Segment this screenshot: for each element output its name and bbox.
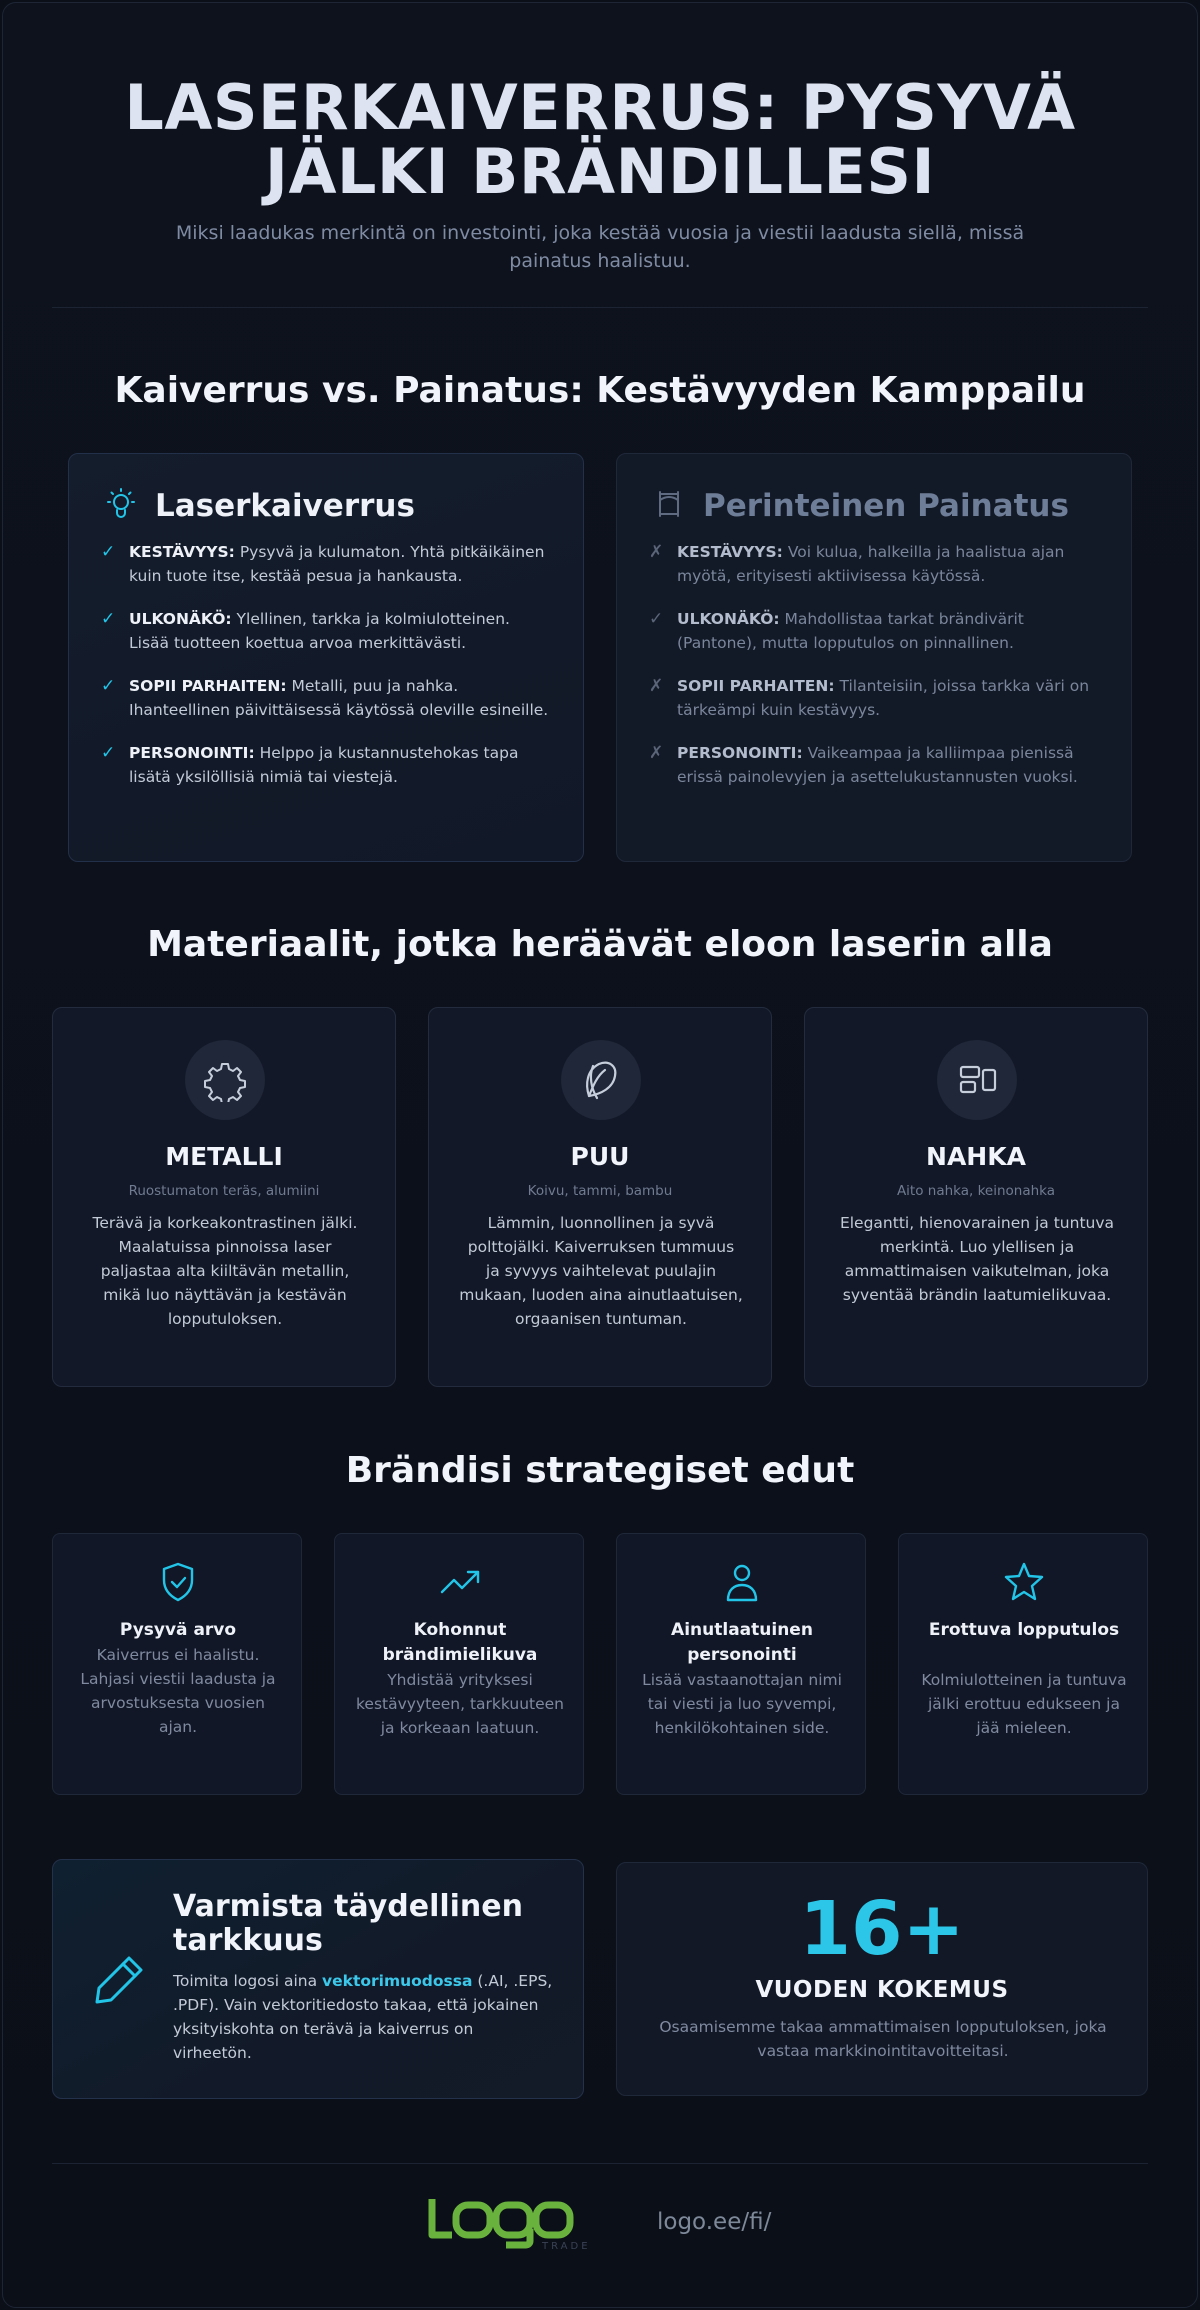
material-name: METALLI [165,1142,283,1171]
vector-tip-card [52,1859,584,2099]
svg-text:TRADE: TRADE [542,2241,591,2251]
check-icon: ✓ [101,743,116,763]
print-card-title: Perinteinen Painatus [703,488,1069,524]
material-description: Terävä ja korkeakontrastinen jälki. Maalatuissa pinnoissa laser paljastaa alta kiiltävän metallin, mikä luo näyttävän ja kestävän lopputuloksen. [92,1214,358,1328]
experience-description: Osaamisemme takaa ammattimaisen lopputuloksen, joka vastaa markkinointitavoitteitasi. [659,2018,1107,2060]
benefit-title: Ainutlaatuinen personointi [671,1620,813,1665]
list-item: ✓ ULKONÄKÖ: Mahdollistaa tarkat brändivärit (Pantone), mutta lopputulos on pinnallinen. [649,607,1099,655]
divider [52,307,1148,308]
gear-icon [185,1040,265,1120]
print-list [649,540,1099,808]
tip-title: Varmista täydellinen tarkkuus [173,1889,523,1958]
laser-card [68,453,584,862]
benefit-title: Erottuva lopputulos [928,1620,1120,1640]
material-card-leather [804,1007,1148,1387]
tip-text: Toimita logosi aina vektorimuodossa (.AI, .EPS, .PDF). Vain vektoritiedosto takaa, että jokainen yksityiskohta on terävä ja kaiverrus on virheetön. [173,1972,553,2062]
page-title: LASERKAIVERRUS: PYSYVÄ JÄLKI BRÄNDILLESI [124,71,1076,208]
material-subtitle: Koivu, tammi, bambu [527,1183,673,1199]
vector-format-highlight: vektorimuodossa [322,1972,473,1990]
list-item: ✗ SOPII PARHAITEN: Tilanteisiin, joissa tarkka väri on tärkeämpi kuin kestävyys. [649,674,1099,722]
leaf-icon [561,1040,641,1120]
benefit-description: Lisää vastaanottajan nimi tai viesti ja luo syvempi, henkilökohtainen side. [642,1671,842,1737]
benefit-card [898,1533,1148,1795]
footer-url[interactable]: logo.ee/fi/ [657,2209,772,2235]
check-icon: ✓ [101,609,116,629]
comparison-title: Kaiverrus vs. Painatus: Kestävyyden Kamppailu [114,370,1086,411]
experience-number: 16+ [799,1886,965,1972]
cross-icon: ✗ [649,743,664,763]
check-icon: ✓ [101,676,116,696]
trending-up-icon [438,1560,482,1604]
material-card-wood [428,1007,772,1387]
materials-title: Materiaalit, jotka heräävät eloon laserin alla [147,924,1053,965]
star-icon [1002,1560,1046,1604]
laser-list [101,540,551,808]
footer [0,2195,1200,2251]
benefits-title: Brändisi strategiset edut [345,1450,855,1491]
material-card-metal [52,1007,396,1387]
list-item: ✗ KESTÄVYYS: Voi kulua, halkeilla ja haalistua ajan myötä, erityisesti aktiivisessa käytössä. [649,540,1099,588]
pencil-icon [91,1952,147,2008]
check-icon: ✓ [101,542,116,562]
list-item: ✓ PERSONOINTI: Helppo ja kustannustehokas tapa lisätä yksilöllisiä nimiä tai viestejä. [101,741,551,789]
logo-trade-logo[interactable] [426,2195,636,2251]
laser-card-title: Laserkaiverrus [155,488,415,524]
benefit-title: Kohonnut brändimielikuva [382,1620,538,1665]
benefit-card [334,1533,584,1795]
benefit-card [616,1533,866,1795]
lightbulb-icon [103,486,139,526]
print-card [616,453,1132,862]
shield-check-icon [156,1560,200,1604]
material-description: Elegantti, hienovarainen ja tuntuva merkintä. Luo ylellisen ja ammattimaisen vaikutelman, joka syventää brändin laatumielikuvaa. [839,1214,1115,1304]
print-roller-icon [651,486,687,526]
page-subtitle: Miksi laadukas merkintä on investointi, joka kestää vuosia ja viestii laadusta siellä, missä painatus haalistuu. [175,222,1025,272]
experience-card [616,1862,1148,2096]
benefit-card [52,1533,302,1795]
experience-label: VUODEN KOKEMUS [755,1977,1009,2003]
check-icon: ✓ [649,609,664,629]
material-description: Lämmin, luonnollinen ja syvä polttojälki. Kaiverruksen tummuus ja syvyys vaihtelevat puulajin mukaan, luoden aina ainutlaatuisen, orgaanisen tuntuman. [459,1214,743,1328]
material-subtitle: Aito nahka, keinonahka [896,1183,1056,1199]
material-name: PUU [570,1142,630,1171]
benefit-description: Yhdistää yrityksesi kestävyyteen, tarkkuuteen ja korkeaan laatuun. [355,1671,564,1737]
benefit-description: Kaiverrus ei haalistu. Lahjasi viestii laadusta ja arvostuksesta vuosien ajan. [80,1646,276,1736]
list-item: ✗ PERSONOINTI: Vaikeampaa ja kalliimpaa pienissä erissä painolevyjen ja asettelukustannusten vuoksi. [649,741,1099,789]
benefit-title: Pysyvä arvo [119,1620,237,1640]
list-item: ✓ SOPII PARHAITEN: Metalli, puu ja nahka. Ihanteellinen päivittäisessä käytössä oleville esineille. [101,674,551,722]
list-item: ✓ KESTÄVYYS: Pysyvä ja kulumaton. Yhtä pitkäikäinen kuin tuote itse, kestää pesua ja hankausta. [101,540,551,588]
material-name: NAHKA [926,1142,1026,1171]
cross-icon: ✗ [649,542,664,562]
benefit-description: Kolmiulotteinen ja tuntuva jälki erottuu edukseen ja jää mieleen. [921,1671,1127,1737]
material-subtitle: Ruostumaton teräs, alumiini [128,1183,320,1199]
divider [52,2163,1148,2164]
layout-blocks-icon [937,1040,1017,1120]
list-item: ✓ ULKONÄKÖ: Ylellinen, tarkka ja kolmiulotteinen. Lisää tuotteen koettua arvoa merkittävästi. [101,607,551,655]
cross-icon: ✗ [649,676,664,696]
user-icon [720,1560,764,1604]
